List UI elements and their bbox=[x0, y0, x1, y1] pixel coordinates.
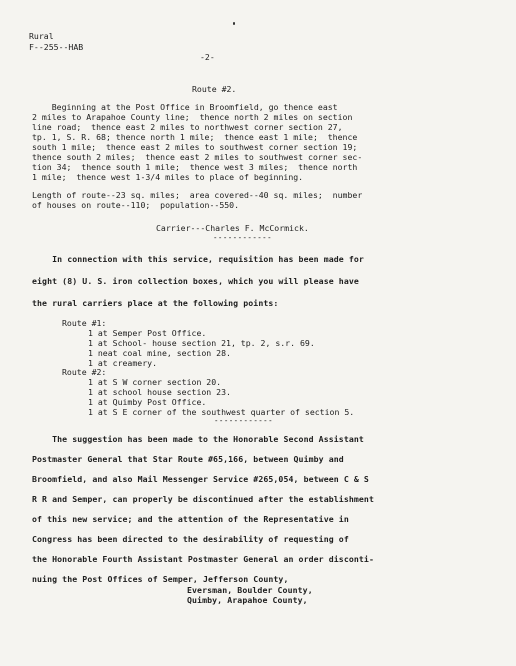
list-item: 1 neat coal mine, section 28. bbox=[88, 348, 231, 358]
description-line: tp. 1, S. R. 68; thence north 1 mile; thence east 1 mile; thence bbox=[32, 132, 358, 142]
list-item: 1 at school house section 23. bbox=[88, 387, 231, 397]
list-item: 1 at S W corner section 20. bbox=[88, 377, 222, 387]
closing-line: of this new service; and the attention of the Representative in bbox=[32, 514, 349, 524]
requisition-line: In connection with this service, requisition has been made for bbox=[32, 254, 364, 264]
closing-line: Congress has been directed to the desirability of requesting of bbox=[32, 534, 349, 544]
closing-line: R R and Semper, can properly be discontinued after the establishment bbox=[32, 494, 374, 504]
header-line-2: F--255--HAB bbox=[29, 42, 84, 52]
description-line: Beginning at the Post Office in Broomfield, go thence east bbox=[32, 102, 338, 112]
carrier-name: Carrier---Charles F. McCormick. bbox=[156, 223, 309, 233]
list-item: 1 at creamery. bbox=[88, 358, 158, 368]
description-line: south 1 mile; thence east 2 miles to southwest corner section 19; bbox=[32, 142, 358, 152]
office-line: Eversman, Boulder County, bbox=[187, 585, 313, 595]
office-line: Quimby, Arapahoe County, bbox=[187, 595, 308, 605]
header-line-1: Rural bbox=[29, 31, 54, 41]
separator-line: ------------ bbox=[214, 416, 273, 425]
requisition-line: the rural carriers place at the following points: bbox=[32, 298, 279, 308]
stats-line: of houses on route--110; population--550. bbox=[32, 200, 240, 210]
page-mark bbox=[233, 22, 235, 25]
list-item: 1 at Semper Post Office. bbox=[88, 328, 207, 338]
requisition-line: eight (8) U. S. iron collection boxes, which you will please have bbox=[32, 276, 359, 286]
list-item: 1 at Quimby Post Office. bbox=[88, 397, 207, 407]
route-title: Route #2. bbox=[192, 84, 237, 94]
description-line: 1 mile; thence west 1-3/4 miles to place of beginning. bbox=[32, 172, 304, 182]
description-line: thence south 2 miles; thence east 2 miles to southwest corner sec- bbox=[32, 152, 363, 162]
separator-line: ------------ bbox=[213, 233, 272, 242]
closing-line: the Honorable Fourth Assistant Postmaster General an order disconti- bbox=[32, 554, 374, 564]
description-line: line road; thence east 2 miles to northwest corner section 27, bbox=[32, 122, 343, 132]
closing-line: Broomfield, and also Mail Messenger Service #265,054, between C & S bbox=[32, 474, 369, 484]
page-number: -2- bbox=[200, 52, 215, 62]
stats-line: Length of route--23 sq. miles; area covered--40 sq. miles; number bbox=[32, 190, 363, 200]
closing-line: The suggestion has been made to the Honorable Second Assistant bbox=[32, 434, 364, 444]
description-line: tion 34; thence south 1 mile; thence west 3 miles; thence north bbox=[32, 162, 358, 172]
list-item: 1 at School- house section 21, tp. 2, s.r. 69. bbox=[88, 338, 315, 348]
route-2-label: Route #2: bbox=[62, 367, 107, 377]
list-item: 1 at S E corner of the southwest quarter of section 5. bbox=[88, 407, 355, 417]
route-1-label: Route #1: bbox=[62, 318, 107, 328]
closing-line: Postmaster General that Star Route #65,166, between Quimby and bbox=[32, 454, 344, 464]
description-line: 2 miles to Arapahoe County line; thence north 2 miles on section bbox=[32, 112, 353, 122]
closing-line: nuing the Post Offices of Semper, Jefferson County, bbox=[32, 574, 289, 584]
